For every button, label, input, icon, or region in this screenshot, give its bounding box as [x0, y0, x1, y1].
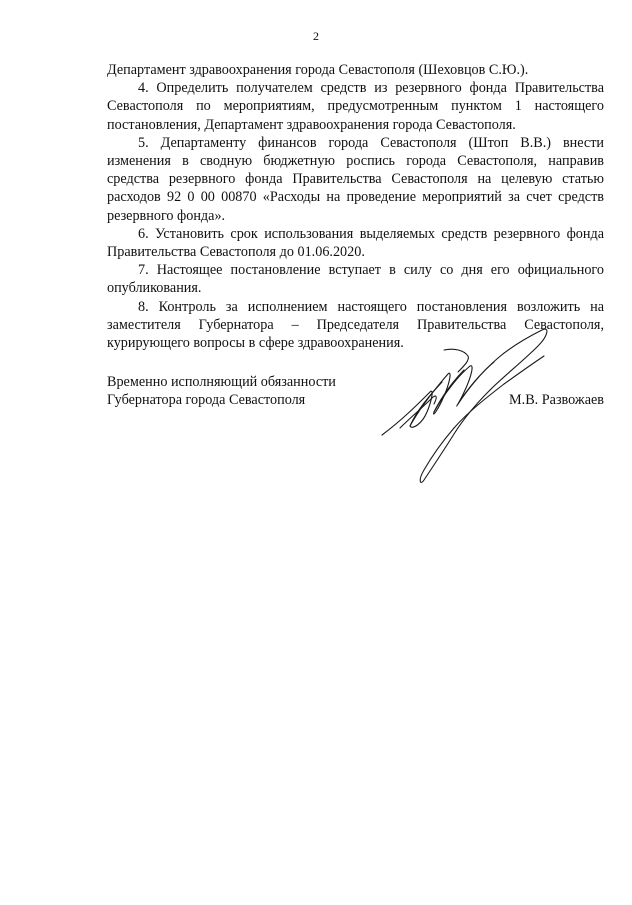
- paragraph-item-6: 6. Установить срок использования выделяемых средств резервного фонда Правительства Севастополя до 01.06.2020.: [107, 225, 604, 261]
- paragraph-item-4: 4. Определить получателем средств из резервного фонда Правительства Севастополя по мероприятиям, предусмотренным пунктом 1 настоящего постановления, Департамент здравоохранения города Севастополя.: [107, 80, 604, 133]
- signatory-position: [107, 373, 367, 409]
- page-number: 2: [313, 29, 319, 43]
- signer-name: М.В. Развожаев: [509, 392, 604, 408]
- signature-stroke: [410, 370, 464, 426]
- signature-stroke: [382, 382, 442, 435]
- paragraph-item-5: 5. Департаменту финансов города Севастополя (Штоп В.В.) внести изменения в сводную бюджетную роспись города Севастополя, направив средства резервного фонда Правительства Севастополя на целевую статью расходов 92 0 00 00870 «Расходы на проведение мероприятий за счет средств резервного фонда».: [107, 134, 604, 224]
- paragraph-item-8: 8. Контроль за исполнением настоящего постановления возложить на заместителя Губернатора – Председателя Правительства Севастополя, курирующего вопросы в сфере здравоохранения.: [107, 298, 604, 352]
- signatory-position-line-2: Губернатора города Севастополя: [107, 392, 306, 409]
- signature-stroke: [444, 349, 468, 372]
- signatory-position-line-1: Временно исполняющий обязанности: [107, 374, 336, 390]
- paragraph-intro: Департамент здравоохранения города Севастополя (Шеховцов С.Ю.).: [107, 62, 529, 78]
- paragraph-item-7: 7. Настоящее постановление вступает в силу со дня его официального опубликования.: [107, 262, 604, 297]
